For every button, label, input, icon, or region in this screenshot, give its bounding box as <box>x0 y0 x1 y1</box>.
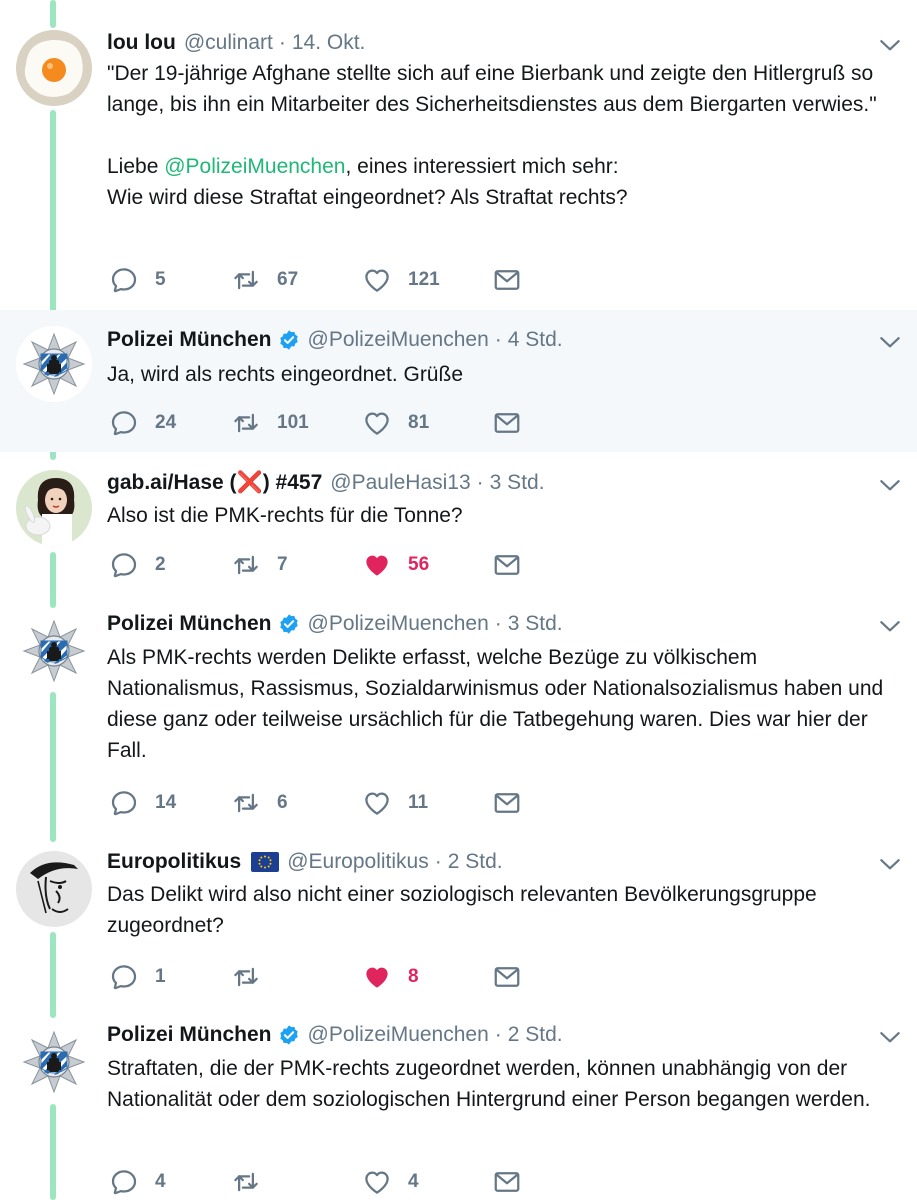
reply-icon <box>109 962 139 992</box>
retweet-count: 6 <box>277 792 288 813</box>
like-button[interactable] <box>362 263 440 297</box>
reply-count: 24 <box>155 412 177 433</box>
direct-message-icon <box>492 1167 522 1197</box>
direct-message-icon <box>492 265 522 295</box>
chevron-down-icon[interactable] <box>877 32 903 58</box>
retweet-button[interactable] <box>231 786 288 820</box>
direct-message-icon <box>492 788 522 818</box>
like-icon <box>362 1167 392 1197</box>
author-name[interactable]: Europolitikus <box>107 850 242 873</box>
reply-icon <box>109 265 139 295</box>
retweet-button[interactable] <box>231 263 298 297</box>
direct-message-icon <box>492 550 522 580</box>
like-count: 4 <box>408 1171 419 1192</box>
author-name[interactable]: gab.ai/Hase (❌) #457 <box>107 471 323 494</box>
tweet[interactable] <box>0 847 917 1005</box>
tweet[interactable] <box>0 1020 917 1200</box>
timestamp[interactable]: 2 Std. <box>507 1023 563 1046</box>
reply-icon <box>109 550 139 580</box>
verified-badge-icon <box>278 1024 300 1046</box>
direct-message-button[interactable] <box>492 1165 522 1199</box>
retweet-button[interactable] <box>231 406 309 440</box>
tweet[interactable] <box>0 28 917 310</box>
author-handle[interactable]: @PauleHasi13 <box>330 471 471 494</box>
direct-message-button[interactable] <box>492 786 522 820</box>
reply-count: 1 <box>155 966 166 987</box>
like-button[interactable] <box>362 1165 419 1199</box>
reply-button[interactable] <box>109 786 176 820</box>
separator-dot: · <box>494 328 502 351</box>
separator-dot: · <box>278 31 286 54</box>
separator-dot: · <box>494 1023 502 1046</box>
avatar[interactable] <box>16 470 92 546</box>
direct-message-button[interactable] <box>492 548 522 582</box>
retweet-button[interactable] <box>231 960 277 994</box>
direct-message-button[interactable] <box>492 960 522 994</box>
retweet-count: 101 <box>277 412 309 433</box>
retweet-count: 7 <box>277 554 288 575</box>
reply-icon <box>109 408 139 438</box>
like-count: 81 <box>408 412 430 433</box>
tweet-text-line: Liebe @PolizeiMuenchen, eines interessiert mich sehr: <box>107 155 619 178</box>
chevron-down-icon[interactable] <box>877 1024 903 1050</box>
reply-icon <box>109 1167 139 1197</box>
reply-button[interactable] <box>109 960 166 994</box>
like-button[interactable] <box>362 406 429 440</box>
separator-dot: · <box>476 471 484 494</box>
tweet[interactable] <box>0 468 917 598</box>
sketch-portrait-avatar-image <box>16 851 92 927</box>
tweet-question-text: Wie wird diese Straftat eingeordnet? Als Straftat rechts? <box>107 186 628 209</box>
like-icon <box>362 265 392 295</box>
retweet-icon <box>231 788 261 818</box>
like-button[interactable] <box>362 786 428 820</box>
chevron-down-icon[interactable] <box>877 613 903 639</box>
like-button[interactable] <box>362 960 419 994</box>
retweet-button[interactable] <box>231 548 288 582</box>
chevron-down-icon[interactable] <box>877 851 903 877</box>
direct-message-icon <box>492 408 522 438</box>
eu-flag-icon <box>251 852 279 872</box>
reply-button[interactable] <box>109 406 176 440</box>
reply-count: 5 <box>155 269 166 290</box>
tweet[interactable] <box>0 609 917 831</box>
tweet-text: Als PMK-rechts werden Delikte erfasst, welche Bezüge zu völkischem Nationalismus, Rassismus, Sozialdarwinismus oder Nationalsozialismus haben und diese ganz oder teilweise ursächlich für die Tatbegehung waren. Dies war hier der Fall. <box>107 646 884 762</box>
chevron-down-icon[interactable] <box>877 472 903 498</box>
retweet-count: 67 <box>277 269 299 290</box>
fried-egg-avatar-image <box>16 30 92 106</box>
reply-count: 2 <box>155 554 166 575</box>
timestamp[interactable]: 2 Std. <box>447 850 503 873</box>
tweet-quote-text: "Der 19-jährige Afghane stellte sich auf eine Bierbank und zeigte den Hitlergruß so lange, bis ihn ein Mitarbeiter des Sicherheitsdienstes aus dem Biergarten verwies." <box>107 62 877 116</box>
tweet-text: Straftaten, die der PMK-rechts zugeordnet werden, können unabhängig von der Nationalität oder dem soziologischen Hintergrund einer Person begangen werden. <box>107 1057 871 1111</box>
separator-dot: · <box>434 850 442 873</box>
tweet-text: Das Delikt wird also nicht einer soziologisch relevanten Bevölkerungsgruppe zugeordnet? <box>107 883 817 937</box>
author-name[interactable]: lou lou <box>107 31 176 54</box>
avatar[interactable] <box>16 1024 92 1100</box>
separator-dot: · <box>494 612 502 635</box>
police-star-avatar-image <box>16 613 92 689</box>
tweet-text: Also ist die PMK-rechts für die Tonne? <box>107 504 463 527</box>
reply-count: 4 <box>155 1171 166 1192</box>
direct-message-button[interactable] <box>492 406 522 440</box>
retweet-icon <box>231 962 261 992</box>
author-handle[interactable]: @PolizeiMuenchen <box>307 328 489 351</box>
timestamp[interactable]: 4 Std. <box>507 328 563 351</box>
direct-message-icon <box>492 962 522 992</box>
timestamp[interactable]: 3 Std. <box>489 471 545 494</box>
retweet-icon <box>231 408 261 438</box>
like-icon <box>362 788 392 818</box>
tweet-text <box>107 58 899 213</box>
chevron-down-icon[interactable] <box>877 329 903 355</box>
avatar[interactable] <box>16 30 92 106</box>
retweet-icon <box>231 1167 261 1197</box>
verified-badge-icon <box>278 329 300 351</box>
police-star-avatar-image <box>16 326 92 402</box>
like-count: 11 <box>408 792 429 813</box>
author-handle[interactable]: @PolizeiMuenchen <box>307 1023 489 1046</box>
avatar[interactable] <box>16 851 92 927</box>
author-name[interactable]: Polizei München <box>107 328 272 351</box>
avatar[interactable] <box>16 613 92 689</box>
like-count: 8 <box>408 966 419 987</box>
like-icon-active <box>362 962 392 992</box>
tweet-text: Ja, wird als rechts eingeordnet. Grüße <box>107 363 463 386</box>
author-handle[interactable]: @Europolitikus <box>287 850 429 873</box>
author-handle[interactable]: @culinart <box>183 31 273 54</box>
thread-line <box>50 0 56 28</box>
like-count: 56 <box>408 554 430 575</box>
tweet-highlighted[interactable] <box>0 310 917 452</box>
author-name[interactable]: Polizei München <box>107 612 272 635</box>
like-count: 121 <box>408 269 440 290</box>
like-icon <box>362 408 392 438</box>
police-star-avatar-image <box>16 1024 92 1100</box>
verified-badge-icon <box>278 613 300 635</box>
reply-button[interactable] <box>109 263 166 297</box>
timestamp[interactable]: 14. Okt. <box>291 31 366 54</box>
retweet-icon <box>231 265 261 295</box>
like-button[interactable] <box>362 548 429 582</box>
retweet-icon <box>231 550 261 580</box>
mention-link[interactable]: @PolizeiMuenchen <box>164 155 346 178</box>
reply-button[interactable] <box>109 548 166 582</box>
avatar[interactable] <box>16 326 92 402</box>
reply-icon <box>109 788 139 818</box>
reply-count: 14 <box>155 792 177 813</box>
author-name[interactable]: Polizei München <box>107 1023 272 1046</box>
author-handle[interactable]: @PolizeiMuenchen <box>307 612 489 635</box>
direct-message-button[interactable] <box>492 263 522 297</box>
like-icon-active <box>362 550 392 580</box>
woman-with-rabbit-avatar-image <box>16 470 92 546</box>
cross-mark-icon: ❌ <box>236 471 263 494</box>
retweet-button[interactable] <box>231 1165 277 1199</box>
timestamp[interactable]: 3 Std. <box>507 612 563 635</box>
reply-button[interactable] <box>109 1165 166 1199</box>
